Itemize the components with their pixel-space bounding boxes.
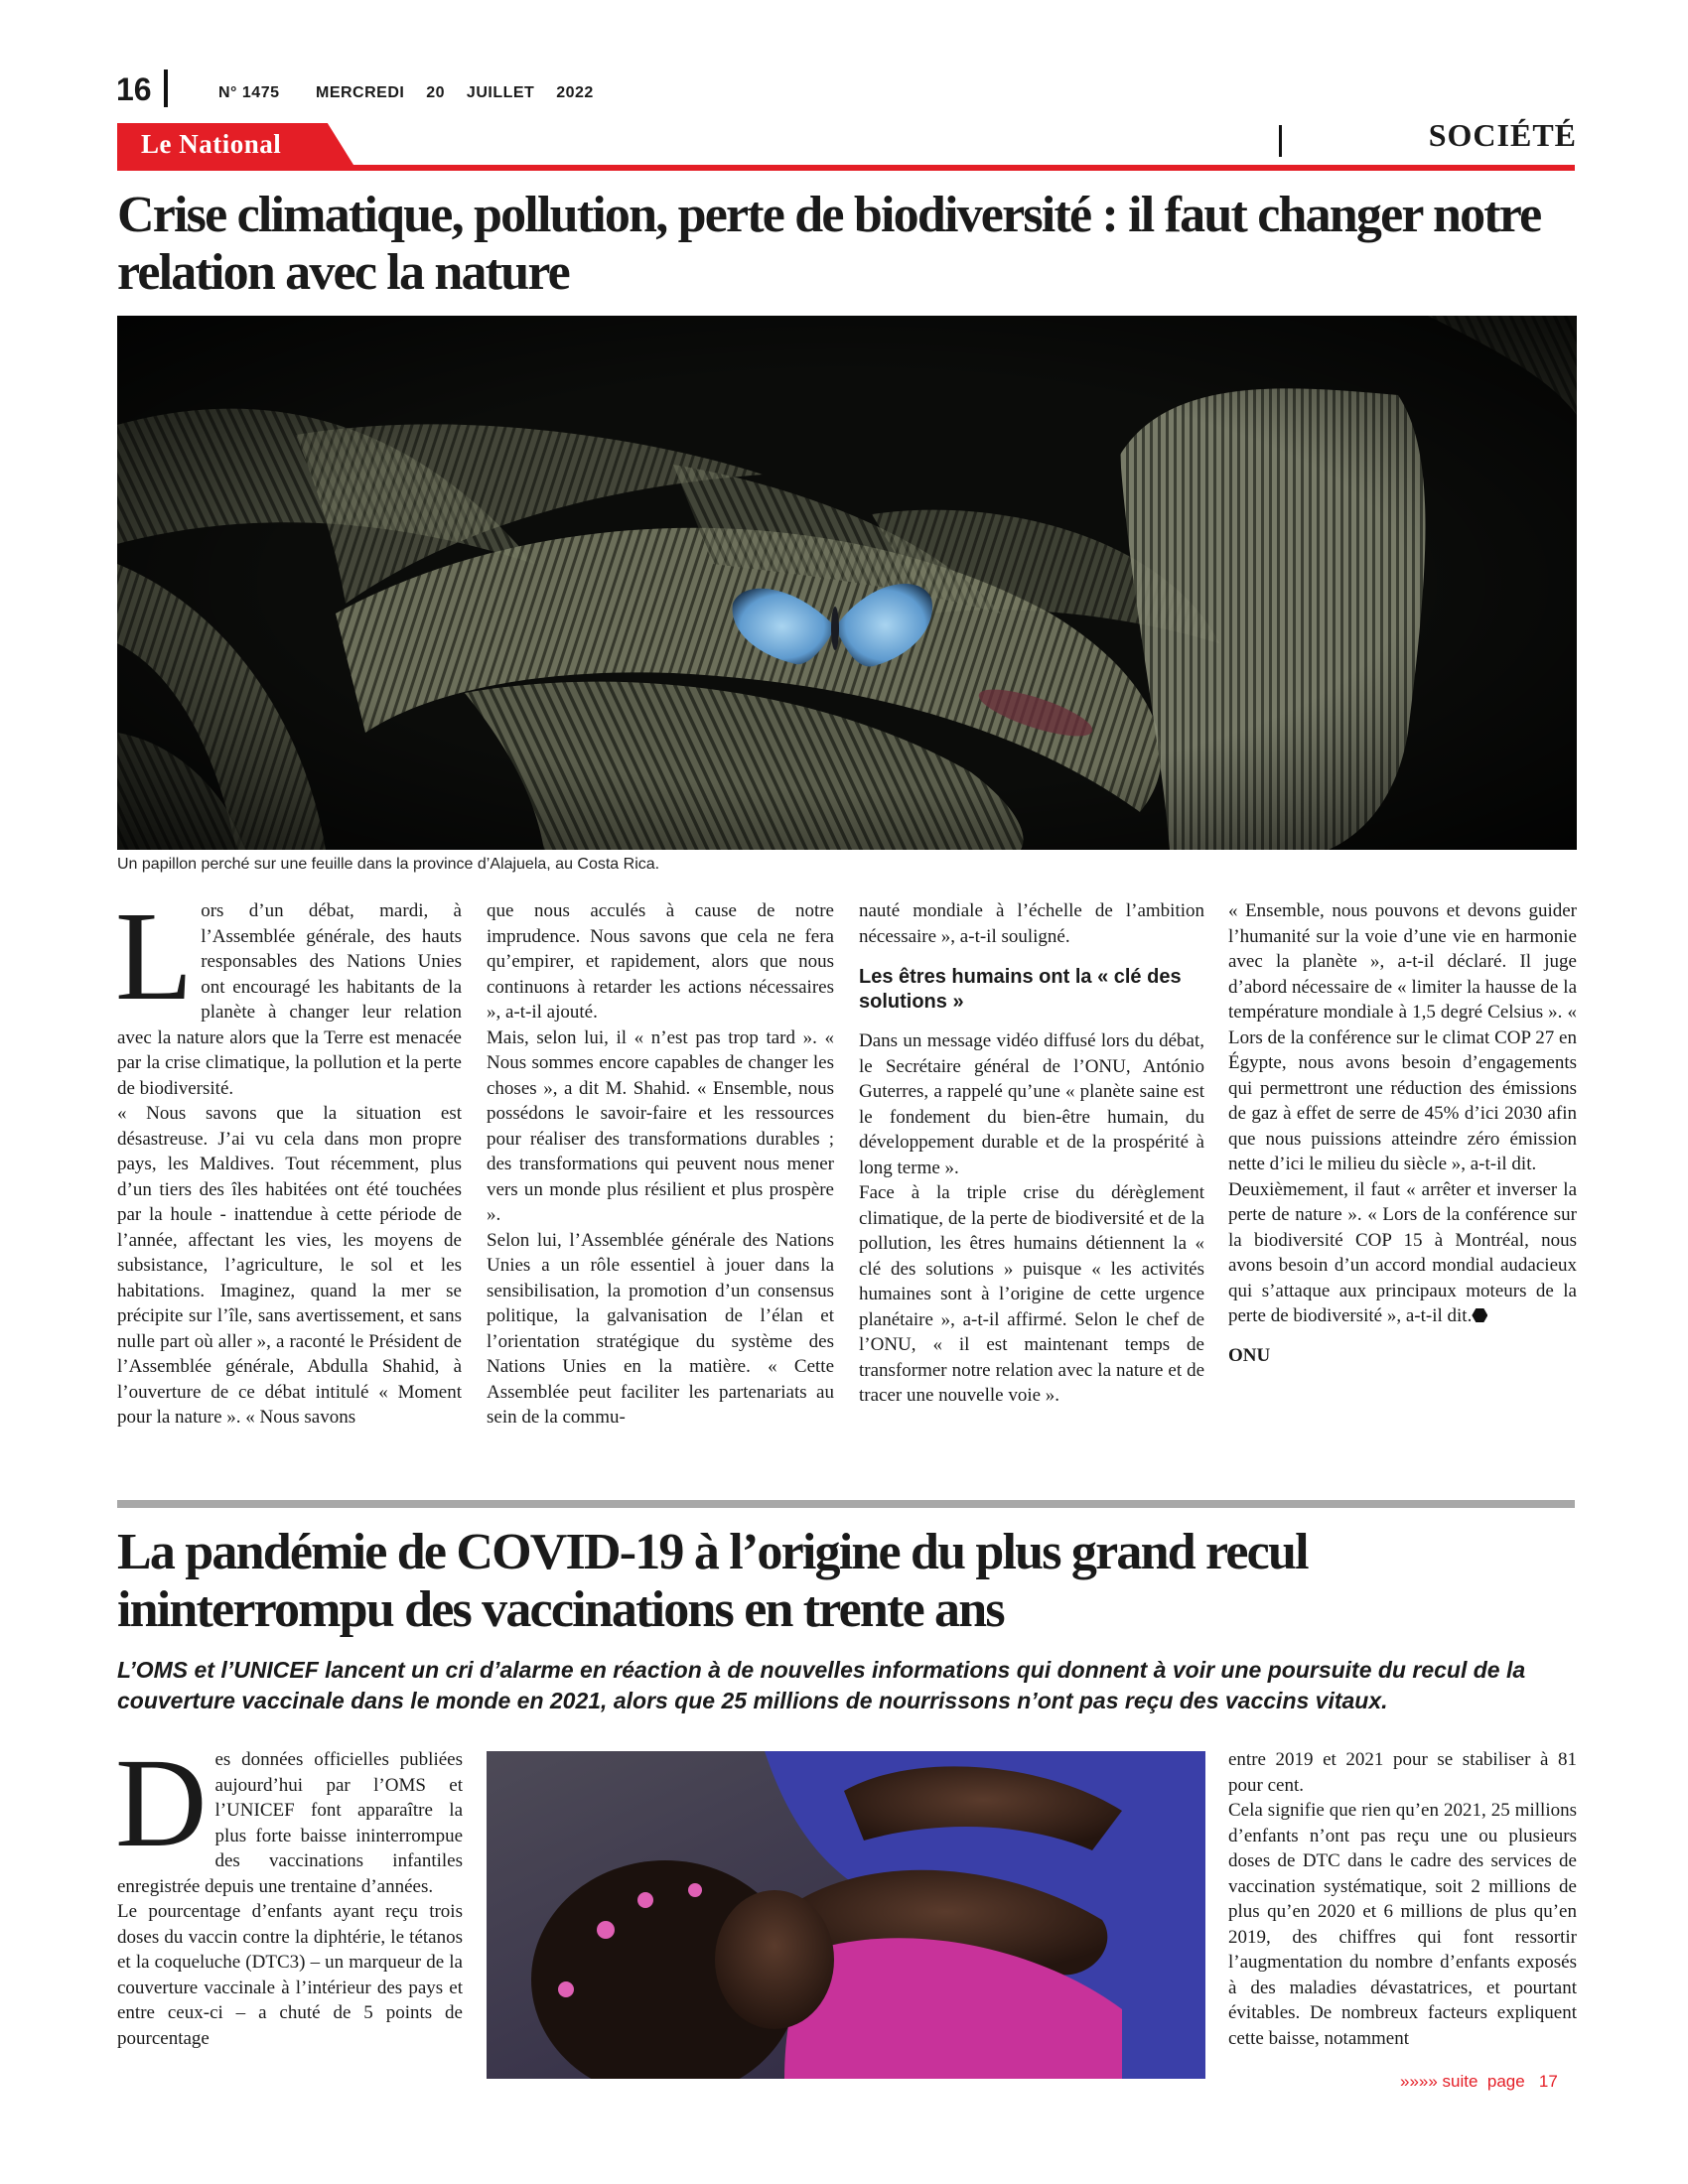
issue-number: N° 1475 — [218, 84, 280, 101]
paragraph: entre 2019 et 2021 pour se stabiliser à 81 pour cent. — [1228, 1749, 1577, 1796]
article2-headline: La pandémie de COVID-19 à l’origine du plus grand recul ininterrompu des vaccinations en trente ans — [117, 1524, 1308, 1638]
drop-cap: D — [115, 1732, 208, 1873]
article2-deck: L’OMS et l’UNICEF lancent un cri d’alarme en réaction à de nouvelles informations qui donnent à voir une poursuite du recul de la couverture vaccinale dans le monde en 2021, alors que 25 millions de nourrissons n’ont pas reçu des vaccins vitaux. — [117, 1657, 1526, 1713]
article1-column-3 — [859, 898, 1204, 1409]
article1-column-1 — [115, 886, 462, 1431]
publication-date: MERCREDI 20 JUILLET 2022 — [316, 84, 594, 101]
subheading: Les êtres humains ont la « clé des solutions » — [859, 966, 1182, 1013]
header-rule — [117, 165, 1575, 171]
paragraph: Mais, selon lui, il « n’est pas trop tard ». « Nous sommes encore capables de changer les choses », a dit M. Shahid. « Ensemble, nous possédons le savoir-faire et les ressources pour réaliser des transformations durables ; des transformations qui peuvent nous mener vers un monde plus résilient et plus prospère ». — [487, 1026, 834, 1225]
vaccination-photo — [487, 1751, 1205, 2079]
paragraph: Dans un message vidéo diffusé lors du débat, le Secrétaire général de l’ONU, António Guterres, a rappelé qu’une « planète saine est le fondement du bien-être humain, du développement durable et de la prospérité à long terme ». — [859, 1030, 1204, 1178]
butterfly-photo — [117, 316, 1577, 850]
section-title: SOCIÉTÉ — [1428, 117, 1577, 153]
photo-caption: Un papillon perché sur une feuille dans la province d’Alajuela, au Costa Rica. — [117, 856, 660, 873]
paragraph — [1228, 1177, 1577, 1329]
article-signature: ONU — [1228, 1344, 1271, 1366]
article1-column-4 — [1228, 898, 1577, 1368]
paragraph: Le pourcentage d’enfants ayant reçu trois doses du vaccin contre la diphtérie, le tétanos et la coqueluche (DTC3) – un marqueur de la couverture vaccinale à l’intérieur des pays et entre ceux-ci – a chuté de 5 points de pourcentage — [117, 1901, 463, 2049]
end-mark-icon — [1472, 1308, 1487, 1322]
paragraph: Cela signifie que rien qu’en 2021, 25 millions d’enfants n’ont pas reçu une ou plusieurs doses de DTC dans le cadre des services de vaccination systématique, soit 2 millions de plus qu’en 2020 et 6 millions de plus qu’en 2019, des chiffres qui font ressortir l’augmentation du nombre d’enfants exposés à des maladies dévastatrices, et pourtant évitables. De nombreux facteurs expliquent cette baisse, notamment — [1228, 1800, 1577, 2049]
paragraph: Face à la triple crise du dérèglement climatique, de la perte de biodiversité et de la pollution, les êtres humains détiennent la « clé des solutions » puisque « les activités humaines sont à l’origine de cette urgence planétaire », a-t-il affirmé. Selon le chef de l’ONU, « il est maintenant temps de transformer notre relation avec la nature et de tracer une nouvelle voie ». — [859, 1182, 1204, 1406]
article-separator — [117, 1500, 1575, 1508]
paragraph: « Nous savons que la situation est désastreuse. J’ai vu cela dans mon propre pays, les Maldives. Tout récemment, plus d’un tiers des îles habitées ont été touchées par la houle - inattendue à cette période de l’année, affectant les vies, les moyens de subsistance, l’agriculture, le sol et les habitations. Imaginez, quand la mer se précipite sur l’île, sans avertissement, et sans nulle part où aller », a raconté le Président de l’Assemblée générale, Abdulla Shahid, à l’ouverture de ce débat intitulé « Moment pour la nature ». « Nous savons — [117, 1103, 462, 1428]
page-number-divider — [164, 69, 168, 107]
section-divider — [1279, 125, 1282, 157]
paragraph: que nous acculés à cause de notre imprudence. Nous savons que cela ne fera qu’empirer, et rapidement, alors que nous continuons à retarder les actions nécessaires », a-t-il ajouté. — [487, 900, 834, 1023]
paragraph: nauté mondiale à l’échelle de l’ambition nécessaire », a-t-il souligné. — [859, 900, 1204, 947]
continued-on-page: »»»» suite page 17 — [1400, 2072, 1558, 2091]
paragraph: « Ensemble, nous pouvons et devons guider l’humanité sur la voie d’une vie en harmonie avec la planète », a-t-il déclaré. Il juge d’abord nécessaire de « limiter la hausse de la température mondiale à 1,5 degré Celsius ». « Lors de la conférence sur le climat COP 27 en Égypte, nous avons besoin d’engagements qui permettront une réduction des émissions de gaz à effet de serre de 45% d’ici 2030 afin que nous puissions atteindre zéro émission nette d’ici le milieu du siècle », a-t-il dit. — [1228, 900, 1577, 1174]
paragraph: es données officielles publiées aujourd’hui par l’OMS et l’UNICEF font apparaître la plus forte baisse ininterrompue des vaccinations infantiles enregistrée depuis une trentaine d’années. — [117, 1749, 463, 1897]
paragraph: ors d’un débat, mardi, à l’Assemblée générale, des hauts responsables des Nations Unies ont encouragé les habitants de la planète à changer leur relation avec la nature alors que la Terre est menacée par la crise climatique, la pollution et la perte de biodiversité. — [117, 900, 462, 1099]
drop-cap: L — [115, 886, 194, 1026]
article1-column-2 — [487, 898, 834, 1431]
article2-column-3 — [1228, 1747, 1577, 2051]
article2-column-1 — [115, 1732, 463, 2051]
brand-name: Le National — [141, 129, 282, 159]
paragraph-text: Deuxièmement, il faut « arrêter et inverser la perte de nature ». « Lors de la conférence sur la biodiversité COP 15 à Montréal, nous avons besoin d’un accord mondial audacieux qui s’attaque aux principaux moteurs de la perte de biodiversité », a-t-il dit. — [1228, 1178, 1577, 1326]
page-number: 16 — [116, 71, 152, 107]
article1-headline: Crise climatique, pollution, perte de biodiversité : il faut changer notre relation avec la nature — [117, 187, 1541, 301]
paragraph: Selon lui, l’Assemblée générale des Nations Unies a un rôle essentiel à jouer dans la sensibilisation, la promotion d’un consensus politique, la galvanisation de l’élan et l’orientation stratégique du système des Nations Unies en la matière. « Cette Assemblée peut faciliter les partenariats au sein de la commu- — [487, 1229, 834, 1428]
